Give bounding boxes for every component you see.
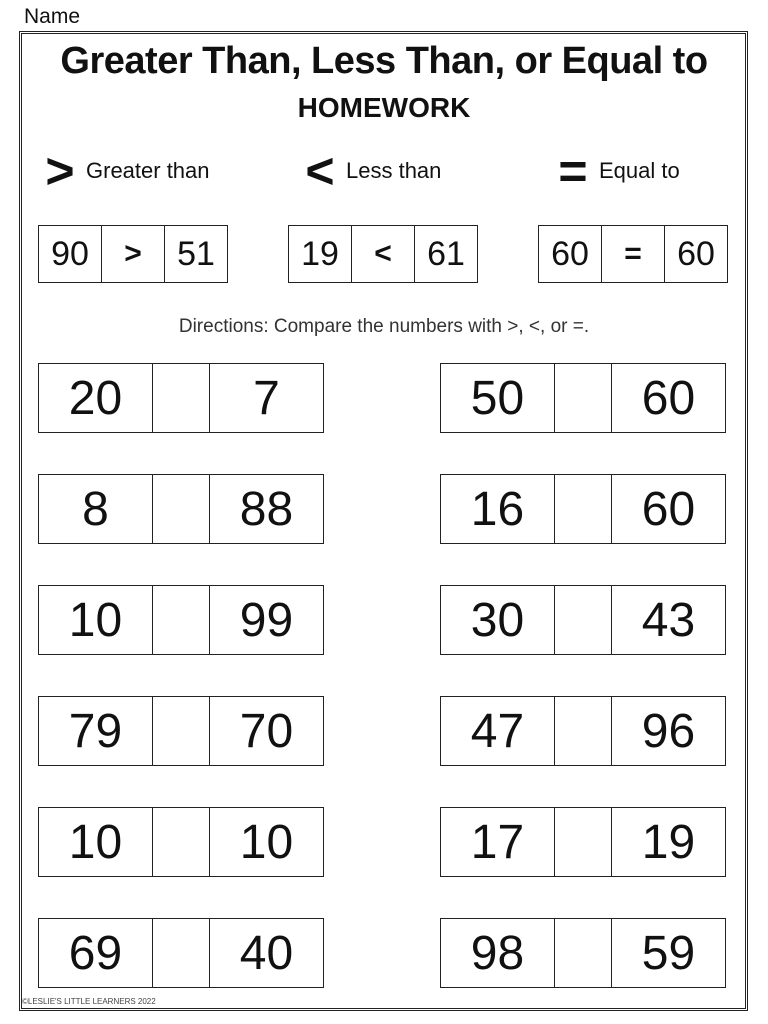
left-number: 10 (68, 593, 123, 647)
comparison-problem (440, 585, 726, 655)
right-number: 19 (641, 815, 696, 869)
answer-box[interactable] (152, 808, 210, 876)
legend-label: Greater than (86, 158, 210, 183)
worksheet-title: Greater Than, Less Than, or Equal to (60, 40, 708, 82)
answer-box[interactable] (152, 364, 210, 432)
comparison-problem (38, 807, 324, 877)
example-left: 60 (539, 226, 602, 282)
example-operator: = (602, 226, 665, 282)
left-number: 69 (68, 926, 123, 980)
comparison-problem (38, 696, 324, 766)
greater-than-symbol: > (45, 143, 75, 199)
right-number: 88 (239, 482, 294, 536)
right-number: 70 (239, 704, 294, 758)
comparison-problem (440, 918, 726, 988)
comparison-problem (440, 807, 726, 877)
answer-box[interactable] (152, 586, 210, 654)
legend-label: Equal to (599, 158, 680, 183)
answer-box[interactable] (554, 364, 612, 432)
right-number: 96 (641, 704, 696, 758)
comparison-problem (38, 474, 324, 544)
answer-box[interactable] (554, 808, 612, 876)
left-number: 17 (470, 815, 525, 869)
legend-equal-to (553, 143, 680, 199)
legend-less-than (300, 143, 442, 199)
left-number: 8 (82, 482, 109, 536)
left-number: 98 (470, 926, 525, 980)
comparison-problem (440, 696, 726, 766)
right-number: 59 (641, 926, 696, 980)
answer-box[interactable] (554, 475, 612, 543)
left-number: 30 (470, 593, 525, 647)
copyright-text: ©LESLIE'S LITTLE LEARNERS 2022 (22, 997, 156, 1006)
right-number: 60 (641, 482, 696, 536)
answer-box[interactable] (152, 475, 210, 543)
less-than-symbol: < (305, 143, 335, 199)
worksheet-subtitle: HOMEWORK (297, 92, 471, 123)
legend-label: Less than (346, 158, 442, 183)
comparison-problem (38, 363, 324, 433)
example-less (288, 225, 478, 283)
left-number: 10 (68, 815, 123, 869)
equal-symbol: = (558, 143, 588, 199)
right-number: 10 (239, 815, 294, 869)
comparison-problem (38, 918, 324, 988)
answer-box[interactable] (554, 586, 612, 654)
right-number: 43 (641, 593, 696, 647)
answer-box[interactable] (152, 919, 210, 987)
left-number: 47 (470, 704, 525, 758)
right-number: 60 (641, 371, 696, 425)
comparison-problem (38, 585, 324, 655)
right-number: 7 (253, 371, 280, 425)
example-equal (538, 225, 728, 283)
example-right: 61 (427, 234, 465, 273)
left-number: 20 (68, 371, 123, 425)
name-label: Name (24, 5, 81, 28)
answer-box[interactable] (554, 697, 612, 765)
example-greater (38, 225, 228, 283)
example-operator: > (102, 226, 165, 282)
answer-box[interactable] (554, 919, 612, 987)
right-number: 40 (239, 926, 294, 980)
example-left: 90 (39, 226, 102, 282)
directions-text: Directions: Compare the numbers with >, <, or =. (178, 316, 590, 337)
left-number: 16 (470, 482, 525, 536)
legend-greater-than (40, 143, 210, 199)
comparison-problem (440, 363, 726, 433)
example-left: 19 (289, 226, 352, 282)
comparison-problem (440, 474, 726, 544)
answer-box[interactable] (152, 697, 210, 765)
left-number: 79 (68, 704, 123, 758)
right-number: 99 (239, 593, 294, 647)
left-number: 50 (470, 371, 525, 425)
example-right: 51 (177, 234, 215, 273)
example-operator: < (352, 226, 415, 282)
example-right: 60 (677, 234, 715, 273)
